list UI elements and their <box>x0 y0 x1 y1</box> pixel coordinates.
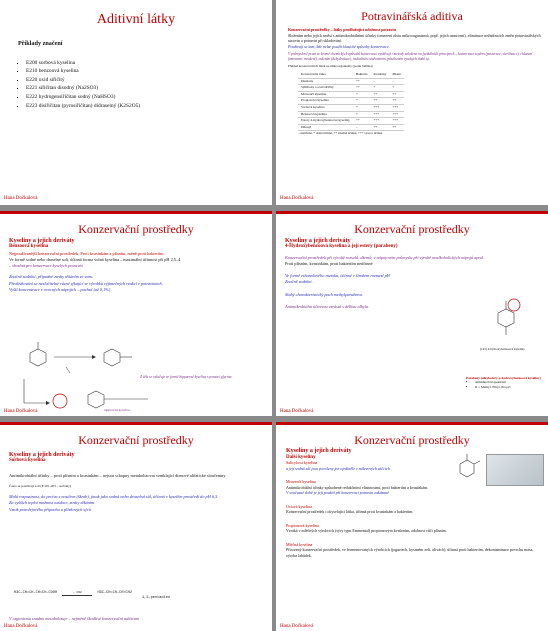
table-header: Bakterie <box>353 72 371 78</box>
table-cell: Benzoová kyselina <box>298 111 353 118</box>
table-cell: ++ <box>370 91 389 98</box>
slide-sorbova-kyselina <box>0 422 272 631</box>
top-rule <box>276 211 548 214</box>
paragraph: Antimikrobiální účinnost vzrůstá s délkou alkylu. <box>285 304 370 310</box>
paragraph: Používají se tam, kde nelze použít klasické způsoby konzervace. <box>288 43 390 49</box>
table-cell: +++ <box>389 111 403 118</box>
paragraph: a její sodná sůl jsou povoleny jen ojediněle v nálevových sáčcích <box>286 465 390 471</box>
author: Hana Dočkalová <box>280 409 314 414</box>
paragraph: Přirozený konzervační prostředek, ve fermentovaných výrobcích (jogurtech, kysaném zelí, olivách), účinná proti bakteriím, dekontaminace povrchu masa, výroba lahůdek. <box>286 547 534 558</box>
paragraph: Antimikrobiální účinky – proti plísním a kvasinkám – nejsou schopny metabolizovat vzniklajicí dienové alifatické sloučeniny <box>9 472 226 478</box>
table-cell: – <box>353 124 371 131</box>
paragraph: Ve formě ethanolového roztoku, účinné v širokém rozmezí pH <box>285 273 390 279</box>
table-cell: ++ <box>389 91 403 98</box>
table-cell: + <box>353 91 371 98</box>
equation-product: H3C–CH=CH–CH=CH2 <box>97 591 132 595</box>
paragraph: Vyšší koncentrace v ovocných nápojích – pachuť (až 0,1%) <box>9 287 111 293</box>
table-cell: ++ <box>370 124 389 131</box>
section-subheading: Benzoová kyselina <box>9 244 49 250</box>
paragraph: Často se používají soli (E 201-203 – sorbany) <box>9 483 72 488</box>
table-caption: Přehled konzervačních látek na mikroorganismy (podle Velíška) <box>288 64 373 69</box>
slide-subtitle: Konzervační prostředky – látky prodlužující udržnost potravin <box>288 27 396 32</box>
salicylic-acid-structure <box>452 452 482 482</box>
table-cell: + <box>389 85 403 92</box>
table-cell: ++ <box>353 78 371 85</box>
table-row <box>298 78 404 85</box>
figure-caption: (145) 4-hydroxybenzoové kyseliny <box>480 347 525 351</box>
list-item: ▪ E221 siřičitan disodný (Na2SO3) <box>26 84 264 93</box>
paragraph: Malá rozpustnost, do peciva s nosičem (škrob), jinak jako sodná nebo draselná sůl, účinná v kyselém prostředí do pH 6,5. <box>9 494 219 500</box>
paragraph: V organismu snadno metabolizuje – nejméně škodlivé konzervační aditivum <box>9 616 140 621</box>
table-cell: – <box>389 78 403 85</box>
table-header: Konzervační látka <box>298 72 353 78</box>
diagram-label: hippurová kyselina <box>104 408 130 412</box>
table-cell: Estery 4-hydroxybenzoové kyseliny <box>298 118 353 125</box>
slide-title: Konzervační prostředky <box>354 222 470 236</box>
slide-title: Aditivní látky <box>96 12 176 27</box>
author: Hana Dočkalová <box>280 196 314 201</box>
table-cell: Difenyl <box>298 124 353 131</box>
paragraph: Konzervační prostředek i okyselující látka, účinná proti kvasinkám a bakteriím. <box>286 509 414 514</box>
section-subheading: 4-Hydroxybenzoová kyselina a její estery (parabeny) <box>285 244 398 250</box>
slide-benzoova-kyselina <box>0 211 272 416</box>
table-cell: ++ <box>353 118 371 125</box>
table-row <box>298 124 404 131</box>
table-cell: ++ <box>389 124 403 131</box>
paragraph: Složením nebo jejich směsí s antimikrobiálními účinky (omezení růstu mikroorganismů, popř. jejich usmrcení), eliminace nežádoucích změn potravinářských surovin a potravin při skladování. <box>288 32 541 44</box>
equation-product-name: 1,3-pentadien <box>142 596 171 600</box>
table-row <box>298 104 404 111</box>
box-title: Parabeny (alkylestery p-hydroxybenzoové kyseliny) <box>466 376 541 380</box>
table-cell: +++ <box>370 104 389 111</box>
table-cell: Dusitany <box>298 78 353 85</box>
acid-name: Propionová kyselina <box>286 522 319 528</box>
benzoic-acid-metabolism-diagram <box>8 339 264 409</box>
section-heading: Kyseliny a jejich deriváty <box>9 452 75 458</box>
list-item: ▪ E223 disiřičitan (pyrosiřičitan) didraselný (K2S2O5) <box>26 102 264 111</box>
table-cell: +++ <box>370 111 389 118</box>
table-cell: +++ <box>389 104 403 111</box>
top-rule <box>0 211 272 214</box>
table-cell: – <box>370 78 389 85</box>
slide-title: Konzervační prostředky <box>78 222 194 236</box>
table-cell: +++ <box>370 118 389 125</box>
paragraph: Značně stabilní, případné ztráty těkáním ze varu. <box>9 274 94 280</box>
table-legend: – neúčinné, + slabě účinné, ++ středně účinné, +++ vysoce účinné <box>298 131 383 136</box>
paragraph: Slabý charakteristický pach methylparabenu. <box>285 291 363 297</box>
table-header: Plísně <box>389 72 403 78</box>
table-cell: Siřičitany a oxid siřičitý <box>298 85 353 92</box>
table-header: Kvasinky <box>370 72 389 78</box>
paragraph: Za vyšších teplot možnost oxidace, ztráty těkáním. <box>9 500 96 506</box>
acid-name: Mravenčí kyselina <box>286 479 316 484</box>
paragraph: Předávkování se neslučitelné různé týkající se výrobků výjimečných reakcí v potravinách. <box>9 280 163 286</box>
paragraph: Značně stabilní. <box>285 279 313 285</box>
list-item: • R = Methyl, Ethyl, Propyl <box>475 385 544 389</box>
slide-title: Konzervační prostředky <box>78 433 194 447</box>
table-cell: Propionová kyselina <box>298 98 353 105</box>
paragraph: Proti plísním, kvasinkám, proti bakteriím neúčinné <box>285 260 373 266</box>
slide-potravinarska-aditiva <box>276 0 548 205</box>
table-cell: ++ <box>353 85 371 92</box>
slide-title: Potravinářská aditiva <box>361 9 463 23</box>
paragraph: Vznik petrolejového přípachu u plísňových sýrů <box>9 506 91 512</box>
table-row <box>298 111 404 118</box>
list-item: ▪ E200 sorbová kyselina <box>26 59 264 68</box>
author: Hana Dočkalová <box>280 624 314 629</box>
equation-arrow: – CO2 <box>62 590 92 596</box>
slide-dalsi-kyseliny <box>276 422 548 631</box>
table-cell: + <box>353 111 371 118</box>
acid-name: Salicylová kyselina <box>286 460 318 465</box>
paragraph: V průmyslové praxi se kromě chemických způsobů konzervace využívají i metody založené na fyzikálních principech – konzervace teplem (pasterace, sterilizace), chlazení (zmrazení, mražení), sušením (dehydratace), radiačním ozařováním, působením vysokých tlaků aj. <box>288 52 533 62</box>
section-subheading: Sorbová kyselina <box>9 458 46 464</box>
list-item: ▪ E222 hydrogensiřičitan sodný (NaHSO3) <box>26 93 264 102</box>
paragraph: Ve formě sodné nebo draselné soli, účinná forma volná kyselina – maximální účinnost při pH 2,5–4 <box>9 256 181 262</box>
diagram-note: Z těla se vylučuje ve formě hippurové kyseliny s pomocí glycinu <box>140 375 232 379</box>
table-cell: Mravenčí kyselina <box>298 91 353 98</box>
acid-name: Octová kyselina <box>286 503 312 509</box>
slide-parabeny <box>276 211 548 416</box>
paragraph: Antimikrobiální účinky způsobené redukčními vlastnostmi, proti bakteriím a kvasinkám. <box>286 484 429 490</box>
table-cell: Sorbová kyselina <box>298 104 353 111</box>
list-item: • antimikrobní spektrum <box>475 380 544 384</box>
paraben-structure <box>484 297 532 347</box>
table-row <box>298 85 404 92</box>
paragraph: – vhodná pro konzervaci kyselých potravin <box>9 263 83 269</box>
table-cell: + <box>370 85 389 92</box>
table-row <box>298 98 404 105</box>
author: Hana Dočkalová <box>4 409 38 414</box>
table-row <box>298 118 404 125</box>
product-photo <box>486 454 544 486</box>
equation-reactant: H3C–CH=CH–CH=CH–COOH <box>14 591 58 595</box>
list-item: ▪ E220 oxid siřičitý <box>26 76 264 85</box>
table-cell: +++ <box>389 118 403 125</box>
paragraph: Konzervační prostředek při výrobě rozsolů, džemů, v nápojovém průmyslu při výrobě nealkoholických nápojů apod. <box>285 254 484 260</box>
top-rule <box>0 422 272 425</box>
section-subheading: Další kyseliny <box>286 454 316 460</box>
table-cell: + <box>353 98 371 105</box>
paragraph: V současné době je její použití při konzervaci potravin zakázané <box>286 490 389 495</box>
section-heading: Kyseliny a jejich deriváty <box>9 238 75 244</box>
paragraph: Nejpoužívanější konzervační prostředek. Proti kvasinkám a plísním, méně proti bakteriím. <box>9 250 165 256</box>
slide-aditivni-latky <box>0 0 272 205</box>
paragraph: Vzniká v mléčných výrobcích (sýry typu Emmental) propionovým kvašením, odolnost vůči plísním. <box>286 528 447 533</box>
slide-heading: Příklady značení <box>18 40 63 47</box>
section-heading: Kyseliny a jejich deriváty <box>285 238 351 244</box>
table-cell: + <box>353 104 371 111</box>
section-heading: Kyseliny a jejich deriváty <box>286 448 352 454</box>
acid-name: Mléčná kyselina <box>286 541 313 547</box>
table-cell: ++ <box>370 98 389 105</box>
list-item: ▪ E210 benzoová kyselina <box>26 67 264 76</box>
table-row <box>298 91 404 98</box>
table-cell: ++ <box>389 98 403 105</box>
slide-title: Konzervační prostředky <box>354 433 470 447</box>
author: Hana Dočkalová <box>4 624 38 629</box>
top-rule <box>276 422 548 425</box>
preservatives-table <box>298 72 404 131</box>
author: Hana Dočkalová <box>4 196 38 201</box>
